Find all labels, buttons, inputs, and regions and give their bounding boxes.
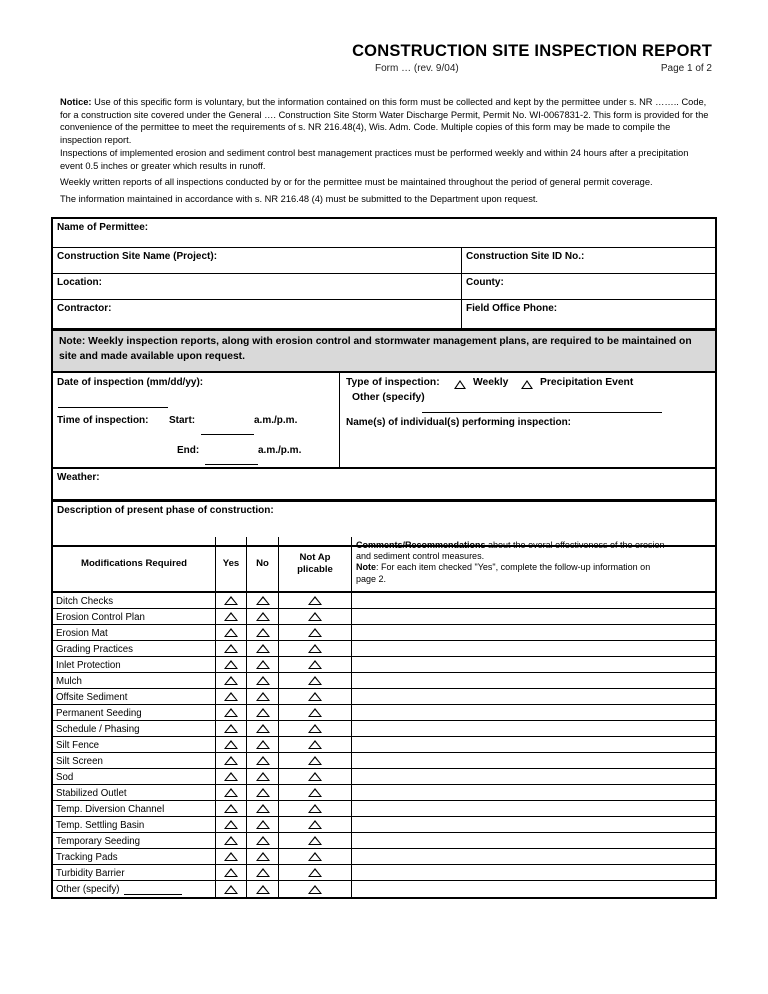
table-row bbox=[53, 881, 715, 897]
checkbox-triangle-icon[interactable] bbox=[308, 772, 322, 781]
inspection-type-cell bbox=[340, 373, 715, 467]
checklist-item-text: Schedule / Phasing bbox=[56, 723, 140, 735]
field-field-office-phone[interactable] bbox=[462, 300, 715, 328]
checkbox-triangle-icon[interactable] bbox=[308, 612, 322, 621]
checkbox-cell-not-applicable[interactable] bbox=[279, 641, 352, 656]
checklist-item-label bbox=[53, 801, 216, 816]
checklist-item-text: Temp. Diversion Channel bbox=[56, 803, 165, 815]
checkbox-cell-not-applicable[interactable] bbox=[279, 753, 352, 768]
notice-paragraph-3: Weekly written reports of all inspections conducted by or for the permittee must be maintained throughout the period of general permit coverage. bbox=[60, 177, 653, 187]
checklist-item-label bbox=[53, 609, 216, 624]
checkbox-cell-not-applicable[interactable] bbox=[279, 833, 352, 848]
checkbox-cell-yes[interactable] bbox=[216, 657, 247, 672]
type-of-inspection-label: Type of inspection: bbox=[346, 377, 440, 388]
table-row bbox=[53, 657, 715, 673]
checklist-item-text: Ditch Checks bbox=[56, 595, 114, 607]
checklist-item-text: Sod bbox=[56, 771, 74, 783]
checkbox-triangle-icon[interactable] bbox=[224, 868, 238, 877]
checkbox-cell-no[interactable] bbox=[247, 593, 279, 608]
row-location bbox=[53, 274, 715, 300]
checkbox-cell-yes[interactable] bbox=[216, 641, 247, 656]
modifications-checklist-table bbox=[51, 537, 717, 899]
field-location[interactable] bbox=[53, 274, 462, 299]
checkbox-cell-not-applicable[interactable] bbox=[279, 705, 352, 720]
checklist-item-label bbox=[53, 737, 216, 752]
checklist-item-text: Mulch bbox=[56, 675, 82, 687]
inspection-date-time-cell bbox=[53, 373, 340, 467]
checkbox-triangle-icon[interactable] bbox=[224, 708, 238, 717]
table-row bbox=[53, 785, 715, 801]
row-contractor bbox=[53, 300, 715, 329]
checkbox-triangle-icon[interactable] bbox=[308, 676, 322, 685]
comments-header-line-2: and sediment control measures. bbox=[356, 551, 485, 562]
checkbox-triangle-icon[interactable] bbox=[256, 804, 270, 813]
checkbox-cell-no[interactable] bbox=[247, 689, 279, 704]
checkbox-triangle-icon[interactable] bbox=[224, 740, 238, 749]
checkbox-triangle-icon[interactable] bbox=[224, 836, 238, 845]
checkbox-triangle-icon[interactable] bbox=[224, 660, 238, 669]
checkbox-triangle-icon[interactable] bbox=[308, 788, 322, 797]
checkbox-triangle-icon[interactable] bbox=[308, 708, 322, 717]
comments-cell[interactable] bbox=[352, 609, 715, 624]
type-option-other-input[interactable] bbox=[422, 402, 662, 413]
type-option-weekly-label: Weekly bbox=[473, 377, 509, 388]
checkbox-triangle-icon[interactable] bbox=[308, 628, 322, 637]
end-time-input[interactable] bbox=[205, 454, 258, 465]
table-row bbox=[53, 689, 715, 705]
inspector-names-label: Name(s) of individual(s) performing inspection: bbox=[346, 417, 572, 428]
table-row bbox=[53, 849, 715, 865]
checkbox-cell-yes[interactable] bbox=[216, 785, 247, 800]
checkbox-triangle-icon[interactable] bbox=[256, 820, 270, 829]
field-field-office-phone-label: Field Office Phone: bbox=[466, 303, 558, 314]
checkbox-cell-no[interactable] bbox=[247, 657, 279, 672]
checklist-item-text: Inlet Protection bbox=[56, 659, 121, 671]
comments-cell[interactable] bbox=[352, 625, 715, 640]
checklist-item-text: Grading Practices bbox=[56, 643, 133, 655]
comments-note-label: Note bbox=[356, 562, 376, 573]
checkbox-cell-not-applicable[interactable] bbox=[279, 657, 352, 672]
checkbox-cell-no[interactable] bbox=[247, 705, 279, 720]
comments-cell[interactable] bbox=[352, 705, 715, 720]
comments-cell[interactable] bbox=[352, 673, 715, 688]
comments-cell[interactable] bbox=[352, 721, 715, 736]
checklist-item-text: Stabilized Outlet bbox=[56, 787, 127, 799]
checklist-item-text: Permanent Seeding bbox=[56, 707, 142, 719]
row-inspection-details bbox=[53, 373, 715, 468]
checkbox-triangle-icon[interactable] bbox=[256, 692, 270, 701]
checkbox-triangle-icon[interactable] bbox=[256, 628, 270, 637]
checkbox-cell-not-applicable[interactable] bbox=[279, 689, 352, 704]
checkbox-cell-yes[interactable] bbox=[216, 737, 247, 752]
checkbox-cell-not-applicable[interactable] bbox=[279, 849, 352, 864]
comments-cell[interactable] bbox=[352, 881, 715, 897]
comments-cell[interactable] bbox=[352, 641, 715, 656]
checkbox-triangle-icon[interactable] bbox=[256, 740, 270, 749]
checkbox-triangle-icon[interactable] bbox=[224, 772, 238, 781]
comments-cell[interactable] bbox=[352, 801, 715, 816]
checklist-item-text: Other (specify) bbox=[56, 884, 120, 895]
checkbox-triangle-icon[interactable] bbox=[256, 660, 270, 669]
checkbox-cell-yes[interactable] bbox=[216, 881, 247, 897]
checkbox-cell-not-applicable[interactable] bbox=[279, 785, 352, 800]
column-header-na-line2: plicable bbox=[297, 564, 333, 575]
checklist-item-label bbox=[53, 705, 216, 720]
field-county[interactable] bbox=[462, 274, 715, 299]
checkbox-triangle-icon[interactable] bbox=[224, 852, 238, 861]
column-header-comments bbox=[352, 537, 715, 591]
checkbox-cell-not-applicable[interactable] bbox=[279, 625, 352, 640]
checkbox-triangle-icon[interactable] bbox=[256, 836, 270, 845]
checkbox-cell-not-applicable[interactable] bbox=[279, 865, 352, 880]
table-row bbox=[53, 673, 715, 689]
comments-cell[interactable] bbox=[352, 785, 715, 800]
checkbox-cell-no[interactable] bbox=[247, 641, 279, 656]
comments-cell[interactable] bbox=[352, 657, 715, 672]
field-site-id[interactable] bbox=[462, 248, 715, 273]
checkbox-triangle-icon[interactable] bbox=[256, 788, 270, 797]
checklist-item-label bbox=[53, 673, 216, 688]
checkbox-triangle-icon[interactable] bbox=[308, 836, 322, 845]
checkbox-triangle-icon[interactable] bbox=[256, 596, 270, 605]
page-number: Page 1 of 2 bbox=[660, 63, 712, 74]
checkbox-triangle-icon[interactable] bbox=[256, 852, 270, 861]
comments-header-bold: Comments/Recommendations bbox=[356, 540, 486, 550]
field-site-name[interactable] bbox=[53, 248, 462, 273]
checklist-header-row bbox=[53, 537, 715, 593]
field-contractor-label: Contractor: bbox=[57, 303, 112, 314]
checkbox-cell-no[interactable] bbox=[247, 785, 279, 800]
checkbox-cell-yes[interactable] bbox=[216, 689, 247, 704]
column-header-no: No bbox=[247, 537, 279, 591]
field-weather-label: Weather: bbox=[57, 472, 100, 483]
type-option-other-label: Other (specify) bbox=[352, 392, 425, 403]
notice-paragraph-2: Inspections of implemented erosion and sediment control best management practices must be performed weekly and within 24 hours after a precipitation event 0.5 inches or greater which results in runoff. bbox=[60, 148, 689, 171]
field-permittee[interactable] bbox=[53, 219, 715, 247]
table-row bbox=[53, 769, 715, 785]
checkbox-cell-no[interactable] bbox=[247, 769, 279, 784]
comments-header-rest: about the overal effectiveness of the erosion bbox=[485, 540, 665, 550]
checkbox-triangle-icon[interactable] bbox=[308, 644, 322, 653]
checkbox-cell-not-applicable[interactable] bbox=[279, 609, 352, 624]
checklist-item-text: Erosion Control Plan bbox=[56, 611, 145, 623]
checklist-item-text: Temporary Seeding bbox=[56, 835, 141, 847]
checklist-item-text: Turbidity Barrier bbox=[56, 867, 125, 879]
table-row bbox=[53, 865, 715, 881]
checklist-item-label bbox=[53, 625, 216, 640]
table-row bbox=[53, 625, 715, 641]
checkbox-triangle-icon[interactable] bbox=[308, 868, 322, 877]
comments-cell[interactable] bbox=[352, 865, 715, 880]
checkbox-triangle-precipitation-icon[interactable] bbox=[521, 380, 533, 389]
checklist-item-text: Offsite Sediment bbox=[56, 691, 128, 703]
column-header-not-applicable bbox=[279, 537, 352, 591]
checklist-item-text: Silt Screen bbox=[56, 755, 103, 767]
field-location-label: Location: bbox=[57, 277, 102, 288]
time-of-inspection-label: Time of inspection: bbox=[57, 415, 149, 426]
table-row bbox=[53, 641, 715, 657]
field-permittee-label: Name of Permittee: bbox=[57, 222, 149, 233]
checkbox-triangle-icon[interactable] bbox=[224, 628, 238, 637]
checkbox-triangle-icon[interactable] bbox=[256, 724, 270, 733]
checkbox-cell-yes[interactable] bbox=[216, 753, 247, 768]
checkbox-triangle-icon[interactable] bbox=[256, 612, 270, 621]
checkbox-cell-yes[interactable] bbox=[216, 673, 247, 688]
checkbox-triangle-icon[interactable] bbox=[308, 596, 322, 605]
checkbox-triangle-icon[interactable] bbox=[256, 772, 270, 781]
row-permittee bbox=[53, 219, 715, 248]
comments-header-line-3 bbox=[356, 562, 711, 573]
checkbox-cell-no[interactable] bbox=[247, 753, 279, 768]
checkbox-cell-not-applicable[interactable] bbox=[279, 817, 352, 832]
checkbox-triangle-icon[interactable] bbox=[224, 644, 238, 653]
checkbox-cell-no[interactable] bbox=[247, 625, 279, 640]
checkbox-triangle-icon[interactable] bbox=[224, 612, 238, 621]
checkbox-cell-no[interactable] bbox=[247, 801, 279, 816]
checkbox-cell-not-applicable[interactable] bbox=[279, 801, 352, 816]
checkbox-triangle-icon[interactable] bbox=[256, 708, 270, 717]
checkbox-triangle-icon[interactable] bbox=[308, 804, 322, 813]
table-row bbox=[53, 609, 715, 625]
notice-paragraph-1 bbox=[60, 96, 712, 146]
checkbox-triangle-icon[interactable] bbox=[224, 596, 238, 605]
page-title: CONSTRUCTION SITE INSPECTION REPORT bbox=[352, 42, 712, 60]
table-row bbox=[53, 753, 715, 769]
checkbox-triangle-icon[interactable] bbox=[308, 885, 322, 894]
checkbox-cell-no[interactable] bbox=[247, 881, 279, 897]
checklist-item-label bbox=[53, 753, 216, 768]
checklist-item-label bbox=[53, 689, 216, 704]
comments-cell[interactable] bbox=[352, 769, 715, 784]
checklist-item-label bbox=[53, 721, 216, 736]
start-time-label: Start: bbox=[169, 415, 196, 426]
checklist-body bbox=[53, 593, 715, 897]
checkbox-cell-no[interactable] bbox=[247, 865, 279, 880]
comments-cell[interactable] bbox=[352, 753, 715, 768]
checklist-item-label bbox=[53, 641, 216, 656]
comments-cell[interactable] bbox=[352, 593, 715, 608]
field-county-label: County: bbox=[466, 277, 504, 288]
checklist-item-label bbox=[53, 881, 216, 897]
checkbox-triangle-icon[interactable] bbox=[256, 676, 270, 685]
end-time-label: End: bbox=[177, 445, 200, 456]
checkbox-cell-no[interactable] bbox=[247, 673, 279, 688]
checkbox-triangle-icon[interactable] bbox=[224, 692, 238, 701]
comments-cell[interactable] bbox=[352, 817, 715, 832]
table-row bbox=[53, 817, 715, 833]
checkbox-triangle-icon[interactable] bbox=[308, 724, 322, 733]
checklist-item-label bbox=[53, 593, 216, 608]
comments-header-line-1 bbox=[356, 540, 711, 551]
checklist-item-text: Temp. Settling Basin bbox=[56, 819, 145, 831]
checkbox-cell-yes[interactable] bbox=[216, 801, 247, 816]
column-header-yes: Yes bbox=[216, 537, 247, 591]
notice-label: Notice: bbox=[60, 97, 92, 107]
type-option-precipitation-label: Precipitation Event bbox=[540, 377, 634, 388]
field-weather[interactable] bbox=[53, 469, 715, 499]
checklist-item-text: Erosion Mat bbox=[56, 627, 108, 639]
checkbox-triangle-icon[interactable] bbox=[308, 852, 322, 861]
column-header-na-line1: Not Ap bbox=[299, 552, 331, 563]
checkbox-triangle-icon[interactable] bbox=[224, 804, 238, 813]
checkbox-triangle-icon[interactable] bbox=[308, 692, 322, 701]
checkbox-cell-no[interactable] bbox=[247, 609, 279, 624]
checkbox-triangle-icon[interactable] bbox=[224, 756, 238, 765]
table-row bbox=[53, 705, 715, 721]
field-description-of-phase-label: Description of present phase of construction: bbox=[57, 505, 274, 516]
checklist-item-label bbox=[53, 785, 216, 800]
checkbox-triangle-icon[interactable] bbox=[224, 676, 238, 685]
checkbox-cell-not-applicable[interactable] bbox=[279, 737, 352, 752]
checkbox-cell-no[interactable] bbox=[247, 721, 279, 736]
other-specify-input[interactable] bbox=[124, 885, 182, 895]
checkbox-cell-not-applicable[interactable] bbox=[279, 881, 352, 897]
field-site-id-label: Construction Site ID No.: bbox=[466, 251, 585, 262]
checkbox-cell-no[interactable] bbox=[247, 737, 279, 752]
comments-cell[interactable] bbox=[352, 689, 715, 704]
start-time-suffix: a.m./p.m. bbox=[254, 415, 298, 426]
checklist-item-label bbox=[53, 769, 216, 784]
checkbox-triangle-icon[interactable] bbox=[224, 820, 238, 829]
checkbox-triangle-icon[interactable] bbox=[256, 868, 270, 877]
checkbox-cell-not-applicable[interactable] bbox=[279, 769, 352, 784]
checklist-item-label bbox=[53, 833, 216, 848]
checkbox-triangle-icon[interactable] bbox=[308, 820, 322, 829]
note-banner bbox=[53, 329, 715, 373]
checkbox-cell-no[interactable] bbox=[247, 833, 279, 848]
comments-cell[interactable] bbox=[352, 833, 715, 848]
checkbox-triangle-icon[interactable] bbox=[308, 756, 322, 765]
comments-cell[interactable] bbox=[352, 737, 715, 752]
checkbox-triangle-icon[interactable] bbox=[256, 644, 270, 653]
checkbox-cell-yes[interactable] bbox=[216, 705, 247, 720]
checkbox-cell-yes[interactable] bbox=[216, 865, 247, 880]
row-site-name bbox=[53, 248, 715, 274]
checklist-item-label bbox=[53, 865, 216, 880]
checkbox-cell-no[interactable] bbox=[247, 817, 279, 832]
checkbox-cell-not-applicable[interactable] bbox=[279, 673, 352, 688]
checkbox-cell-yes[interactable] bbox=[216, 593, 247, 608]
table-row bbox=[53, 801, 715, 817]
comments-header-line-4: page 2. bbox=[356, 573, 387, 584]
checklist-item-label bbox=[53, 657, 216, 672]
checkbox-cell-yes[interactable] bbox=[216, 849, 247, 864]
end-time-suffix: a.m./p.m. bbox=[258, 445, 302, 456]
date-of-inspection-input[interactable] bbox=[58, 397, 168, 408]
field-contractor[interactable] bbox=[53, 300, 462, 328]
checkbox-triangle-icon[interactable] bbox=[256, 756, 270, 765]
checkbox-cell-not-applicable[interactable] bbox=[279, 721, 352, 736]
checkbox-cell-yes[interactable] bbox=[216, 769, 247, 784]
checkbox-cell-no[interactable] bbox=[247, 849, 279, 864]
table-row bbox=[53, 833, 715, 849]
note-banner-text: Note: Weekly inspection reports, along with erosion control and stormwater management plans, are required to be maintained on site and made available upon request. bbox=[59, 336, 692, 362]
checklist-item-label bbox=[53, 817, 216, 832]
date-of-inspection-label: Date of inspection (mm/dd/yy): bbox=[57, 377, 204, 388]
table-row bbox=[53, 737, 715, 753]
table-row bbox=[53, 593, 715, 609]
checkbox-triangle-icon[interactable] bbox=[256, 885, 270, 894]
column-header-item: Modifications Required bbox=[53, 537, 216, 591]
checkbox-cell-yes[interactable] bbox=[216, 625, 247, 640]
checkbox-triangle-icon[interactable] bbox=[224, 724, 238, 733]
row-weather bbox=[53, 468, 715, 500]
comments-cell[interactable] bbox=[352, 849, 715, 864]
notice-paragraph-1-text: Use of this specific form is voluntary, but the information contained on this form must be collected and kept by the permittee under s. NR …….. Code, for a construction site covered under the General …. Construction Site Storm Water Discharge Permit, Permit No. WI-0067831-2. This form is provided for the convenience of the permittee to meet the requirements of s. NR 216.48(4), Wis. Adm. Code. Multiple copies of this form may be made to compile the inspection report. bbox=[60, 97, 709, 145]
comments-note-rest: : For each item checked "Yes", complete the follow-up information on bbox=[376, 562, 651, 573]
checklist-item-text: Tracking Pads bbox=[56, 851, 118, 863]
checkbox-triangle-icon[interactable] bbox=[224, 788, 238, 797]
checkbox-triangle-icon[interactable] bbox=[224, 885, 238, 894]
checkbox-triangle-icon[interactable] bbox=[308, 660, 322, 669]
checklist-item-text: Silt Fence bbox=[56, 739, 100, 751]
checkbox-cell-yes[interactable] bbox=[216, 833, 247, 848]
checkbox-triangle-weekly-icon[interactable] bbox=[454, 380, 466, 389]
checklist-item-label bbox=[53, 849, 216, 864]
notice-paragraph-4: The information maintained in accordance with s. NR 216.48 (4) must be submitted to the Department upon request. bbox=[60, 194, 539, 204]
field-site-name-label: Construction Site Name (Project): bbox=[57, 251, 218, 262]
checkbox-cell-yes[interactable] bbox=[216, 721, 247, 736]
checkbox-cell-yes[interactable] bbox=[216, 609, 247, 624]
checkbox-cell-yes[interactable] bbox=[216, 817, 247, 832]
site-information-table bbox=[51, 217, 717, 547]
checkbox-cell-not-applicable[interactable] bbox=[279, 593, 352, 608]
checkbox-triangle-icon[interactable] bbox=[308, 740, 322, 749]
table-row bbox=[53, 721, 715, 737]
start-time-input[interactable] bbox=[201, 424, 254, 435]
form-revision: Form … (rev. 9/04) bbox=[375, 63, 459, 74]
